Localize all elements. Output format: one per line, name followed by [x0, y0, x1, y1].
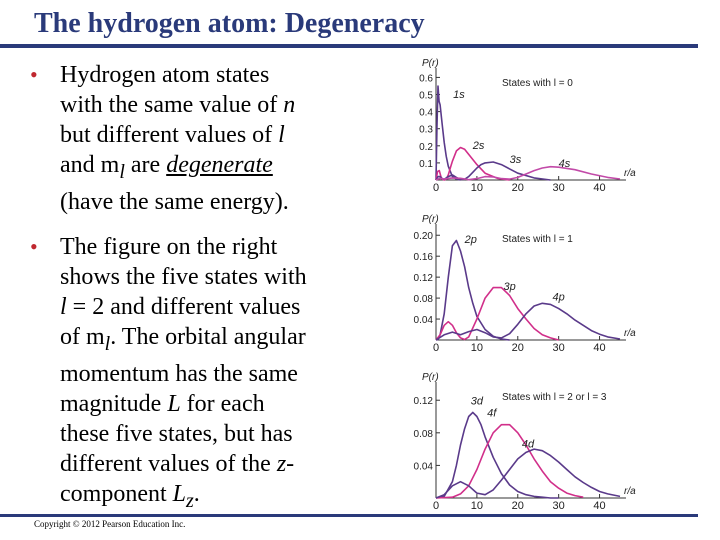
bullet-symbol: n	[283, 92, 296, 118]
bullet-line: The figure on the right	[60, 234, 278, 260]
bullet-line: Hydrogen atom states	[60, 62, 270, 88]
states-annotation: States with l = 0	[502, 78, 573, 89]
x-tick-label: 0	[432, 182, 440, 192]
bullet-line: of m	[60, 324, 105, 350]
y-tick-label: 0.04	[413, 315, 433, 327]
y-tick-label: 0.20	[413, 231, 433, 243]
x-tick-label: 10	[470, 342, 484, 352]
series-label-4s: 4s	[558, 158, 571, 171]
x-axis-label: r/a	[624, 168, 636, 179]
bullet-line: and m	[60, 152, 120, 178]
series-label-4p: 4p	[552, 291, 565, 304]
copyright-notice: Copyright © 2012 Pearson Education Inc.	[34, 519, 186, 529]
y-tick-label: 0.2	[419, 141, 433, 153]
bullet-figure-description	[30, 232, 366, 516]
bullet-line: component	[60, 480, 173, 507]
bullet-symbol: L	[167, 390, 181, 417]
x-tick-label: 40	[593, 500, 606, 510]
x-tick-label: 30	[552, 182, 565, 192]
x-tick-label: 10	[470, 500, 484, 510]
x-tick-label: 20	[511, 342, 524, 352]
footer-rule	[0, 514, 698, 517]
y-axis-label: P(r)	[422, 372, 439, 383]
bullet-line: (have the same energy).	[60, 188, 289, 215]
bullet-line: . The orbital angular	[110, 324, 306, 350]
series-label-4f: 4f	[487, 407, 497, 420]
y-tick-label: 0.3	[419, 124, 433, 136]
bullet-line: shows the five states with	[60, 264, 307, 290]
y-tick-label: 0.6	[419, 73, 433, 85]
bullet-text	[36, 232, 366, 516]
x-tick-label: 10	[470, 182, 484, 192]
bullet-symbol: z	[186, 489, 194, 512]
x-tick-label: 40	[593, 182, 606, 192]
y-axis-label: P(r)	[422, 58, 439, 69]
x-axis-label: r/a	[624, 486, 636, 497]
series-label-1s: 1s	[453, 88, 465, 101]
x-tick-label: 30	[552, 342, 565, 352]
x-tick-label: 30	[552, 500, 565, 510]
series-line-4f	[436, 425, 583, 498]
states-annotation: States with l = 2 or l = 3	[502, 392, 607, 403]
y-tick-label: 0.16	[413, 252, 433, 264]
chart-l0-states	[392, 56, 642, 192]
bullet-symbol: L	[172, 480, 186, 507]
bullet-line: magnitude	[60, 390, 168, 417]
x-tick-label: 20	[511, 182, 524, 192]
series-label-2p: 2p	[464, 234, 477, 247]
bullet-symbol: l	[104, 332, 111, 355]
y-tick-label: 0.12	[413, 273, 433, 285]
bullet-line: these five states, but has	[60, 420, 293, 447]
bullet-degeneracy	[30, 60, 366, 217]
bullet-symbol: l	[60, 294, 67, 320]
bullet-line: for each	[180, 390, 265, 417]
bullet-line: are	[124, 152, 167, 178]
y-tick-label: 0.08	[413, 294, 433, 306]
series-label-3s: 3s	[509, 153, 522, 166]
chart-l1-states	[392, 212, 642, 352]
chart-l2-l3-states	[392, 370, 642, 510]
y-tick-label: 0.04	[413, 461, 433, 473]
bullet-dot: •	[30, 234, 38, 259]
bullet-line: .	[193, 480, 200, 507]
y-tick-label: 0.4	[419, 107, 433, 119]
x-tick-label: 0	[432, 500, 440, 510]
bullet-symbol: l	[278, 122, 285, 148]
bullet-line: different values of the	[60, 450, 277, 477]
bullet-line: = 2 and different values	[66, 294, 301, 320]
title-underline	[0, 44, 698, 48]
bullet-line: but different values of	[60, 122, 279, 148]
bullet-symbol: z	[276, 450, 287, 477]
bullet-symbol: l	[119, 160, 125, 183]
series-label-4d: 4d	[521, 438, 535, 451]
bullet-line: with the same value of	[60, 92, 284, 118]
states-annotation: States with l = 1	[502, 234, 573, 245]
series-line-2p	[436, 241, 510, 341]
bullet-text	[36, 60, 366, 217]
x-tick-label: 20	[511, 500, 524, 510]
y-tick-label: 0.12	[413, 396, 433, 408]
slide-title: The hydrogen atom: Degeneracy	[34, 8, 425, 39]
bullet-line: momentum has the same	[60, 360, 298, 387]
series-label-3d: 3d	[470, 395, 484, 408]
y-tick-label: 0.1	[419, 158, 433, 170]
y-tick-label: 0.5	[419, 90, 433, 102]
series-line-4s	[436, 167, 620, 180]
x-tick-label: 40	[593, 342, 606, 352]
bullet-line: -	[286, 450, 295, 477]
series-label-3p: 3p	[503, 281, 516, 294]
y-tick-label: 0.08	[413, 428, 433, 440]
x-tick-label: 0	[432, 342, 440, 352]
x-axis-label: r/a	[624, 328, 636, 339]
degenerate-term: degenerate	[166, 152, 273, 178]
y-axis-label: P(r)	[422, 214, 439, 225]
series-label-2s: 2s	[472, 140, 485, 153]
bullet-dot: •	[30, 62, 38, 87]
